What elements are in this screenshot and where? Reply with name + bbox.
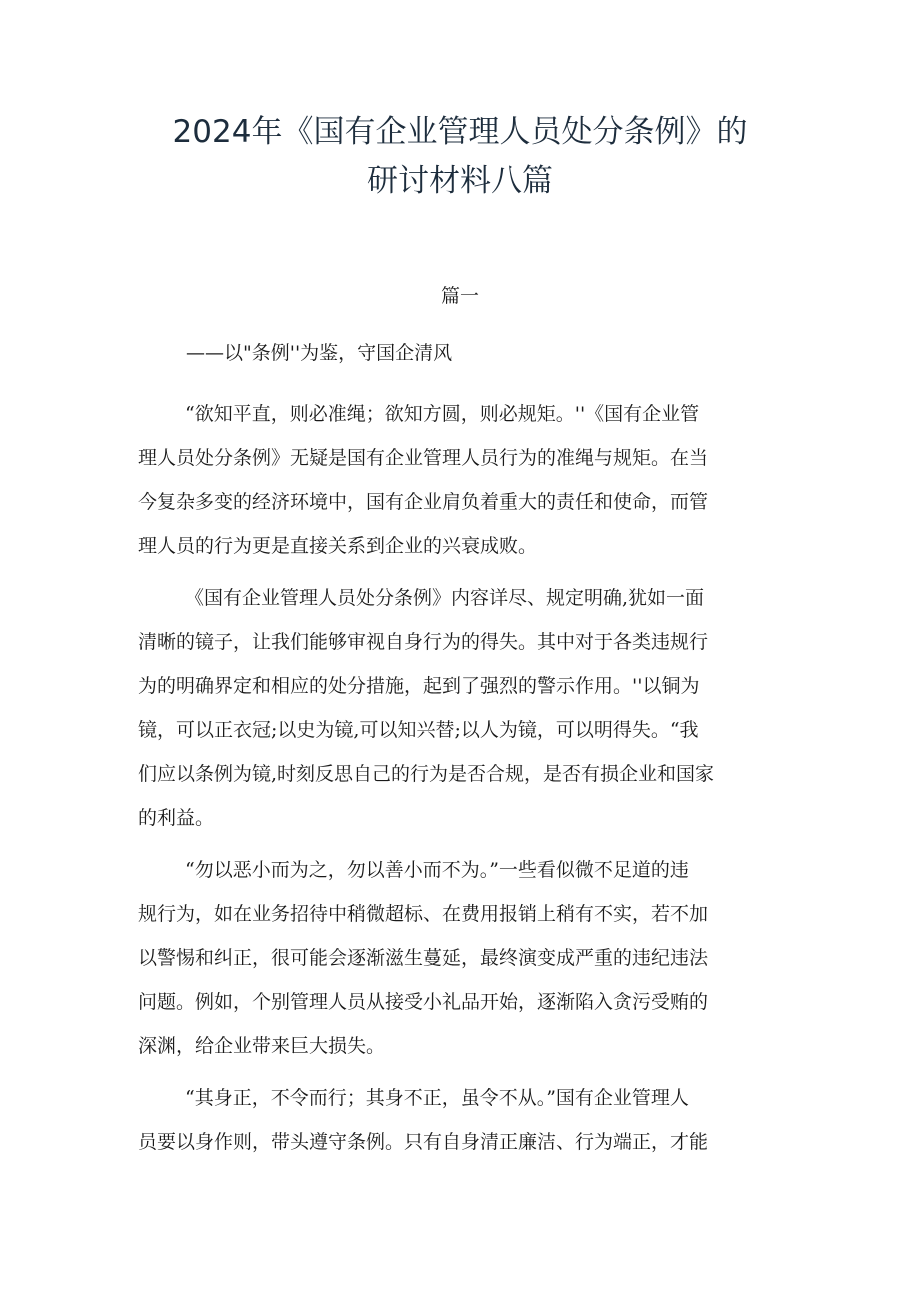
paragraph-line: 员要以身作则，带头遵守条例。只有自身清正廉洁、行为端正，才能 <box>138 1131 709 1153</box>
section-heading: 篇一 <box>440 285 479 307</box>
section-subtitle: ——以"条例''为鉴，守国企清风 <box>186 342 453 364</box>
paragraph-line: 们应以条例为镜,时刻反思自己的行为是否合规，是否有损企业和国家 <box>138 763 715 785</box>
paragraph <box>138 392 798 568</box>
paragraph-line: 以警惕和纠正，很可能会逐渐滋生蔓延，最终演变成严重的违纪违法 <box>138 947 709 969</box>
paragraph <box>138 576 798 840</box>
paragraph-line: 的利益。 <box>138 807 215 829</box>
paragraph <box>138 1076 798 1164</box>
paragraph-line: 《国有企业管理人员处分条例》内容详尽、规定明确,犹如一面 <box>185 587 705 609</box>
title-line: 2024年《国有企业管理人员处分条例》的 <box>172 114 748 150</box>
paragraph-line: “其身正，不令而行；其身不正，虽令不从。”国有企业管理人 <box>185 1087 689 1109</box>
paragraph-line: 理人员的行为更是直接关系到企业的兴衰成败。 <box>138 535 538 557</box>
document-title <box>120 108 800 206</box>
title-line: 研讨材料八篇 <box>367 163 553 199</box>
paragraph-line: 规行为，如在业务招待中稍微超标、在费用报销上稍有不实，若不加 <box>138 903 709 925</box>
paragraph-line: 理人员处分条例》无疑是国有企业管理人员行为的准绳与规矩。在当 <box>138 447 709 469</box>
paragraph-line: “勿以恶小而为之，勿以善小而不为。”一些看似微不足道的违 <box>185 859 689 881</box>
paragraph-line: 问题。例如，个别管理人员从接受小礼品开始，逐渐陷入贪污受贿的 <box>138 991 709 1013</box>
paragraph <box>138 848 798 1068</box>
paragraph-line: 镜，可以正衣冠;以史为镜,可以知兴替;以人为镜，可以明得失。“我 <box>138 719 699 741</box>
paragraph-line: 清晰的镜子，让我们能够审视自身行为的得失。其中对于各类违规行 <box>138 631 709 653</box>
paragraph-line: 深渊，给企业带来巨大损失。 <box>138 1035 386 1057</box>
paragraph-line: “欲知平直，则必准绳；欲知方圆，则必规矩。''《国有企业管 <box>185 403 700 425</box>
paragraph-line: 为的明确界定和相应的处分措施，起到了强烈的警示作用。''以铜为 <box>138 675 700 697</box>
paragraph-line: 今复杂多变的经济环境中，国有企业肩负着重大的责任和使命，而管 <box>138 491 709 513</box>
